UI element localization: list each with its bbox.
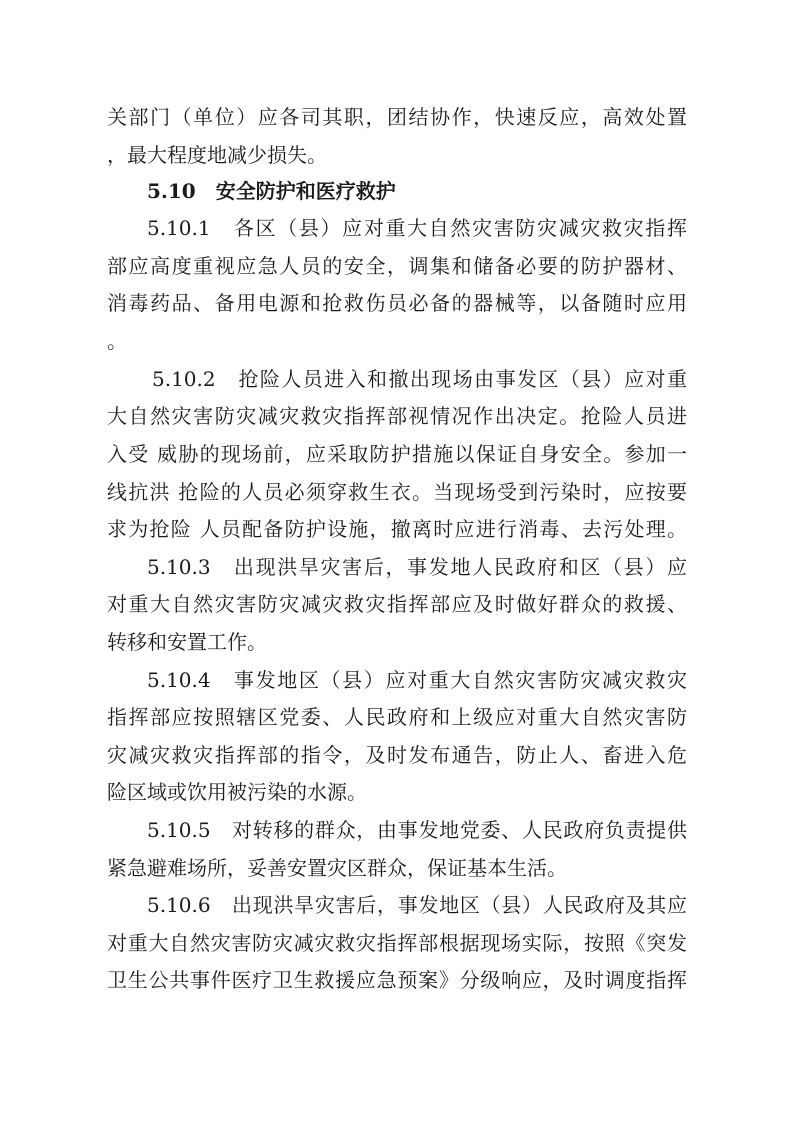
text-line: 大自然灾害防灾减灾救灾指挥部视情况作出决定。抢险人员进	[107, 404, 687, 428]
text-line: 卫生公共事件医疗卫生救援应急预案》分级响应，及时调度指挥	[107, 968, 687, 992]
text-line: 5.10.2 抢险人员进入和撤出现场由事发区（县）应对重	[152, 367, 687, 391]
text-line: 关部门（单位）应各司其职，团结协作，快速反应，高效处置	[107, 105, 687, 129]
text-line: 转移和安置工作。	[107, 630, 267, 654]
text-line: 线抗洪 抢险的人员必须穿救生衣。当现场受到污染时，应按要	[107, 480, 687, 504]
text-line: 5.10.4 事发地区（县）应对重大自然灾害防灾减灾救灾	[147, 668, 687, 692]
text-line: ，最大程度地减少损失。	[107, 143, 327, 167]
text-line: 求为抢险 人员配备防护设施，撤离时应进行消毒、去污处理。	[107, 517, 687, 541]
text-line: 入受 威胁的现场前，应采取防护措施以保证自身安全。参加一	[107, 442, 687, 466]
text-line: 5.10.6 出现洪旱灾害后，事发地区（县）人民政府及其应	[147, 893, 687, 917]
text-line: 对重大自然灾害防灾减灾救灾指挥部根据现场实际，按照《突发	[107, 931, 687, 955]
text-line: 。	[107, 329, 127, 353]
text-line: 5.10.5 对转移的群众，由事发地党委、人民政府负责提供	[147, 818, 687, 842]
text-line: 部应高度重视应急人员的安全，调集和储备必要的防护器材、	[107, 254, 687, 278]
text-line: 指挥部应按照辖区党委、人民政府和上级应对重大自然灾害防	[107, 705, 687, 729]
text-line: 险区域或饮用被污染的水源。	[107, 780, 367, 804]
text-line: 紧急避难场所，妥善安置灾区群众，保证基本生活。	[107, 856, 567, 880]
text-line: 对重大自然灾害防灾减灾救灾指挥部应及时做好群众的救援、	[107, 592, 687, 616]
text-line: 消毒药品、备用电源和抢救伤员必备的器械等，以备随时应用	[107, 291, 687, 315]
section-heading: 5.10 安全防护和医疗救护	[147, 179, 396, 203]
text-line: 5.10.3 出现洪旱灾害后，事发地人民政府和区（县）应	[147, 555, 687, 579]
text-line: 灾减灾救灾指挥部的指令，及时发布通告，防止人、畜进入危	[107, 743, 687, 767]
text-line: 5.10.1 各区（县）应对重大自然灾害防灾减灾救灾指挥	[147, 216, 687, 240]
